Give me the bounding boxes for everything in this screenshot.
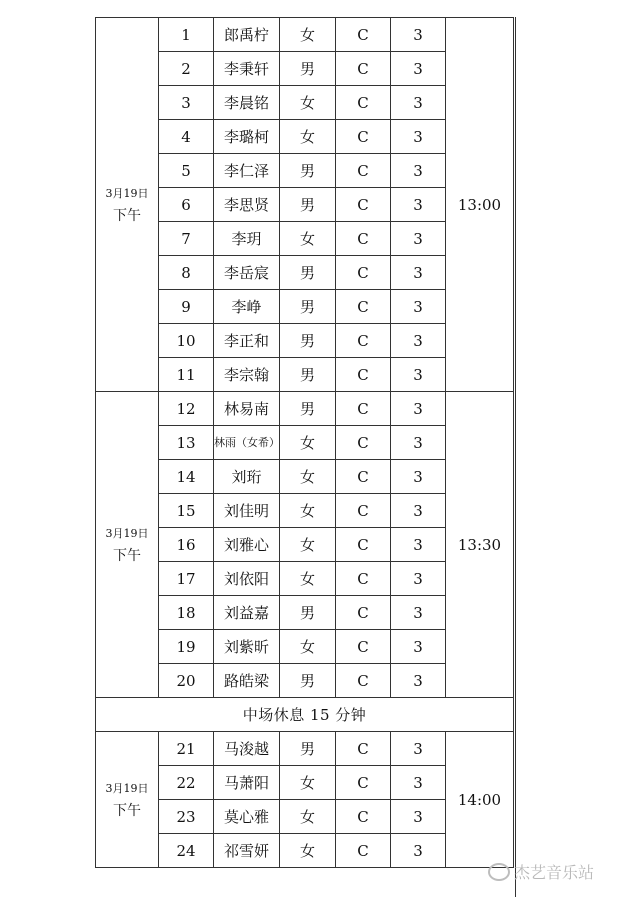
student-gender: 女 [280,562,336,596]
student-name: 莫心雅 [214,800,280,834]
exam-level: C [336,120,391,154]
student-name: 刘雅心 [214,528,280,562]
row-number: 9 [159,290,214,324]
exam-level: C [336,188,391,222]
exam-level: C [336,358,391,392]
row-number: 16 [159,528,214,562]
student-gender: 女 [280,120,336,154]
row-number: 14 [159,460,214,494]
row-number: 10 [159,324,214,358]
row-number: 5 [159,154,214,188]
row-number: 1 [159,18,214,52]
exam-grade: 3 [391,460,446,494]
exam-level: C [336,392,391,426]
exam-grade: 3 [391,324,446,358]
student-name: 李仁泽 [214,154,280,188]
student-name: 刘珩 [214,460,280,494]
table-row [96,392,514,426]
student-name: 林易南 [214,392,280,426]
exam-level: C [336,222,391,256]
session-period: 下午 [113,802,141,819]
exam-grade: 3 [391,290,446,324]
student-gender: 女 [280,426,336,460]
row-number: 4 [159,120,214,154]
row-number: 13 [159,426,214,460]
student-gender: 女 [280,766,336,800]
row-number: 12 [159,392,214,426]
exam-grade: 3 [391,188,446,222]
session-time: 13:30 [446,392,514,698]
student-name: 李宗翰 [214,358,280,392]
student-gender: 男 [280,188,336,222]
student-name: 刘紫昕 [214,630,280,664]
table-row [96,18,514,52]
exam-grade: 3 [391,800,446,834]
student-gender: 男 [280,392,336,426]
watermark-text: 杰艺音乐站 [514,863,595,882]
exam-level: C [336,596,391,630]
session-date-cell [96,732,159,868]
exam-grade: 3 [391,528,446,562]
schedule-table [95,17,514,868]
exam-grade: 3 [391,120,446,154]
student-gender: 女 [280,528,336,562]
student-name: 刘依阳 [214,562,280,596]
row-number: 21 [159,732,214,766]
student-gender: 女 [280,630,336,664]
session-date: 3月19日 [105,526,149,540]
row-number: 11 [159,358,214,392]
break-row [96,698,514,732]
row-number: 18 [159,596,214,630]
student-name: 李秉轩 [214,52,280,86]
row-number: 2 [159,52,214,86]
student-gender: 男 [280,256,336,290]
student-gender: 男 [280,732,336,766]
student-name: 李璐柯 [214,120,280,154]
exam-grade: 3 [391,834,446,868]
session-period: 下午 [113,207,141,224]
row-number: 8 [159,256,214,290]
student-name: 祁雪妍 [214,834,280,868]
exam-level: C [336,664,391,698]
student-name: 李岳宸 [214,256,280,290]
page-border-right [515,17,516,897]
exam-grade: 3 [391,494,446,528]
student-name: 刘益嘉 [214,596,280,630]
row-number: 23 [159,800,214,834]
exam-level: C [336,834,391,868]
student-gender: 男 [280,154,336,188]
schedule-sheet [95,17,514,868]
exam-level: C [336,528,391,562]
exam-grade: 3 [391,630,446,664]
break-notice: 中场休息 15 分钟 [96,698,514,732]
student-gender: 女 [280,834,336,868]
student-name: 李玥 [214,222,280,256]
session-date: 3月19日 [105,781,149,795]
exam-level: C [336,256,391,290]
student-gender: 女 [280,460,336,494]
exam-level: C [336,154,391,188]
student-gender: 男 [280,358,336,392]
student-name: 李思贤 [214,188,280,222]
student-gender: 男 [280,324,336,358]
student-name: 李正和 [214,324,280,358]
exam-level: C [336,562,391,596]
student-name: 刘佳明 [214,494,280,528]
exam-grade: 3 [391,256,446,290]
exam-level: C [336,732,391,766]
exam-grade: 3 [391,426,446,460]
exam-level: C [336,630,391,664]
student-gender: 女 [280,800,336,834]
row-number: 17 [159,562,214,596]
student-name: 李峥 [214,290,280,324]
exam-level: C [336,86,391,120]
exam-grade: 3 [391,732,446,766]
exam-level: C [336,494,391,528]
exam-grade: 3 [391,664,446,698]
row-number: 7 [159,222,214,256]
row-number: 15 [159,494,214,528]
student-gender: 男 [280,290,336,324]
student-name: 马萧阳 [214,766,280,800]
exam-grade: 3 [391,154,446,188]
session-date-cell [96,18,159,392]
student-gender: 女 [280,86,336,120]
student-name: 马浚越 [214,732,280,766]
row-number: 20 [159,664,214,698]
session-date-cell [96,392,159,698]
student-gender: 男 [280,596,336,630]
exam-level: C [336,426,391,460]
exam-level: C [336,800,391,834]
student-name: 郎禹柠 [214,18,280,52]
exam-grade: 3 [391,358,446,392]
student-name: 李晨铭 [214,86,280,120]
exam-grade: 3 [391,562,446,596]
row-number: 24 [159,834,214,868]
row-number: 6 [159,188,214,222]
exam-level: C [336,18,391,52]
student-gender: 男 [280,52,336,86]
watermark [488,860,594,883]
student-name: 林雨（女希） [214,426,280,460]
exam-level: C [336,324,391,358]
session-date: 3月19日 [105,186,149,200]
exam-level: C [336,766,391,800]
row-number: 3 [159,86,214,120]
exam-level: C [336,52,391,86]
session-time: 14:00 [446,732,514,868]
student-gender: 男 [280,664,336,698]
exam-grade: 3 [391,596,446,630]
exam-grade: 3 [391,222,446,256]
table-row [96,732,514,766]
exam-level: C [336,290,391,324]
exam-level: C [336,460,391,494]
exam-grade: 3 [391,18,446,52]
session-time: 13:00 [446,18,514,392]
exam-grade: 3 [391,766,446,800]
student-gender: 女 [280,222,336,256]
row-number: 22 [159,766,214,800]
student-name: 路皓梁 [214,664,280,698]
exam-grade: 3 [391,86,446,120]
session-period: 下午 [113,547,141,564]
wechat-icon [488,863,510,881]
exam-grade: 3 [391,52,446,86]
student-gender: 女 [280,18,336,52]
student-gender: 女 [280,494,336,528]
row-number: 19 [159,630,214,664]
exam-grade: 3 [391,392,446,426]
